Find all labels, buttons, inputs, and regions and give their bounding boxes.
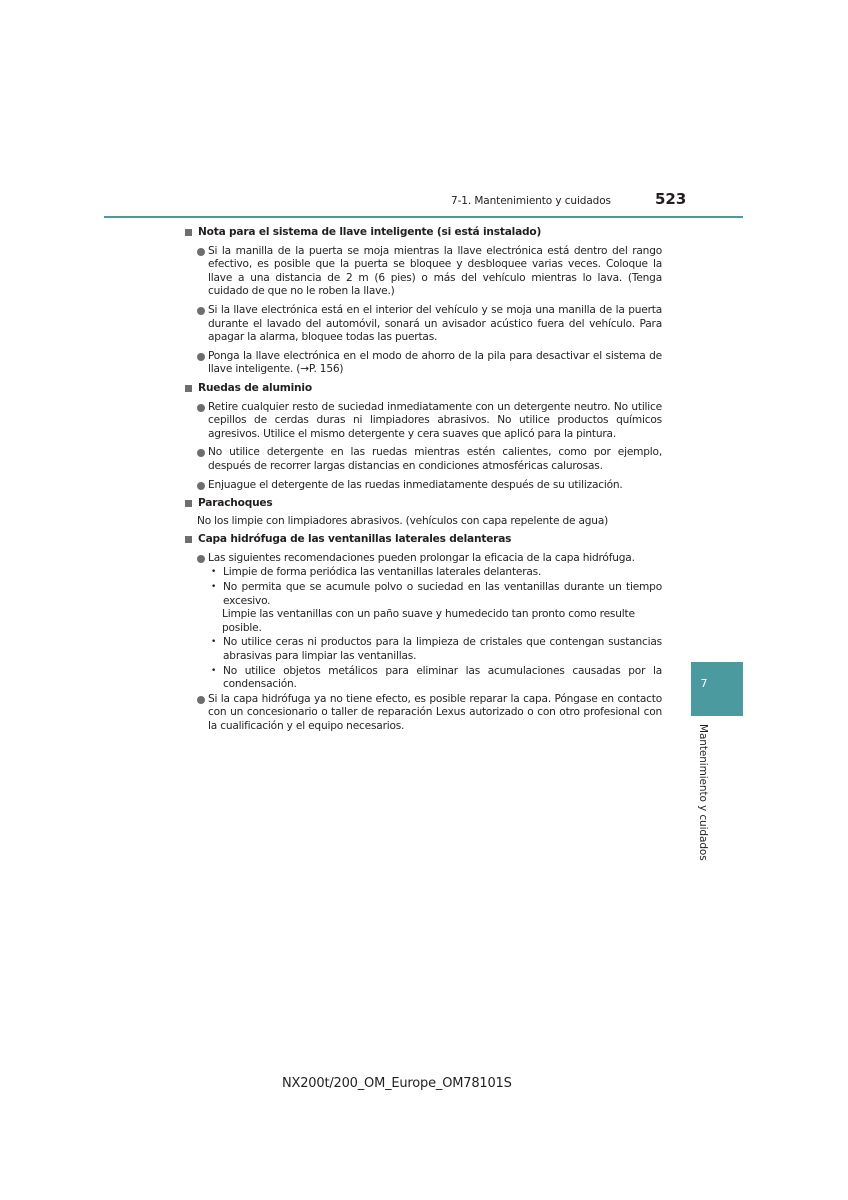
circle-bullet-icon [197,307,205,315]
circle-bullet-icon [197,482,205,490]
list-item [197,350,662,377]
sub-list-item-continuation: Limpie las ventanillas con un paño suave y humedecido tan pronto como resulte posible. [222,608,635,634]
list-item-text: Si la manilla de la puerta se moja mientras la llave electrónica está dentro del rango efectivo, es posible que la puerta se bloquee y desbloquee varias veces. Coloque la llave a una distancia de 2 m (6 pies) o más del vehículo mientras lo lava. (Tenga cuidado de que no le roben la llave.) [208,244,662,298]
list-item [197,479,662,493]
list-item-text: Si la capa hidrófuga ya no tiene efecto, es posible reparar la capa. Póngase en contacto con un concesionario o taller de reparación Lexus autorizado o con otro profesional con la cualificación y el equipo necesarios. [208,692,662,732]
chapter-tab [691,662,743,716]
list-item-text: Si la llave electrónica está en el interior del vehículo y se moja una manilla de la puerta durante el lavado del automóvil, sonará un avisador acústico fuera del vehículo. Para apagar la alarma, bloquee todas las puertas. [208,303,662,344]
list-item [197,245,662,299]
circle-bullet-icon [197,449,205,457]
section-title: Nota para el sistema de llave inteligente (si está instalado) [198,226,542,238]
dot-bullet-icon: • [211,665,217,676]
dot-bullet-icon: • [211,567,217,578]
section-title: Parachoques [198,497,273,510]
square-bullet-icon [185,500,192,507]
chapter-label: Mantenimiento y cuidados [697,724,709,861]
sub-list-item-text: Limpie de forma periódica las ventanillas laterales delanteras. [223,566,542,579]
page-content [184,226,662,734]
list-item-text: Las siguientes recomendaciones pueden prolongar la eficacia de la capa hidrófuga. [208,551,635,564]
page-number: 523 [655,190,687,208]
list-item-text: No utilice detergente en las ruedas mientras estén calientes, como por ejemplo, después de recorrer largas distancias en condiciones atmosféricas calurosas. [208,446,662,472]
dot-bullet-icon: • [211,582,217,593]
dot-bullet-icon: • [211,637,217,648]
square-bullet-icon [185,536,192,543]
circle-bullet-icon [197,696,205,704]
circle-bullet-icon [197,353,205,361]
section-heading-bumpers [184,497,662,511]
sub-list-item [210,581,662,608]
list-item [197,552,662,566]
section-text: No los limpie con limpiadores abrasivos. (vehículos con capa repelente de agua) [197,514,609,527]
sub-list-item-text: No utilice ceras ni productos para la limpieza de cristales que contengan sustancias abrasivas para limpiar las ventanillas. [223,636,662,663]
square-bullet-icon [185,385,192,392]
section-heading-water-repellent [184,533,662,547]
sub-list-item [210,566,662,580]
section-title: Ruedas de aluminio [198,381,312,394]
section-heading-smart-key [184,226,662,240]
header-section-title: 7-1. Mantenimiento y cuidados [451,195,611,207]
list-item-text: Enjuague el detergente de las ruedas inmediatamente después de su utilización. [208,478,623,491]
list-item-text: Retire cualquier resto de suciedad inmediatamente con un detergente neutro. No utilice cepillos de cerdas duras ni limpiadores abrasivos. No utilice productos químicos agresivos. Utilice el mismo detergente y cera suaves que aplicó para la pintura. [208,400,662,440]
footer-doc-id: NX200t/200_OM_Europe_OM78101S [282,1076,512,1091]
section-heading-aluminum-wheels [184,382,662,396]
list-item [197,446,662,473]
circle-bullet-icon [197,404,205,412]
header-divider [104,216,743,218]
list-item-text: Ponga la llave electrónica en el modo de ahorro de la pila para desactivar el sistema de llave inteligente. (→P. 156) [208,349,662,376]
section-title: Capa hidrófuga de las ventanillas laterales delanteras [198,533,512,546]
square-bullet-icon [185,229,192,236]
circle-bullet-icon [197,248,205,256]
list-item [197,401,662,442]
chapter-number: 7 [700,677,708,690]
list-item [197,304,662,345]
sub-list-item-text: No permita que se acumule polvo o suciedad en las ventanillas durante un tiempo excesivo. [223,581,662,607]
circle-bullet-icon [197,555,205,563]
sub-list-item [210,665,662,692]
sub-list-item-text: No utilice objetos metálicos para eliminar las acumulaciones causadas por la condensación. [223,664,662,691]
list-item [197,693,662,734]
sub-list-item [210,636,662,663]
